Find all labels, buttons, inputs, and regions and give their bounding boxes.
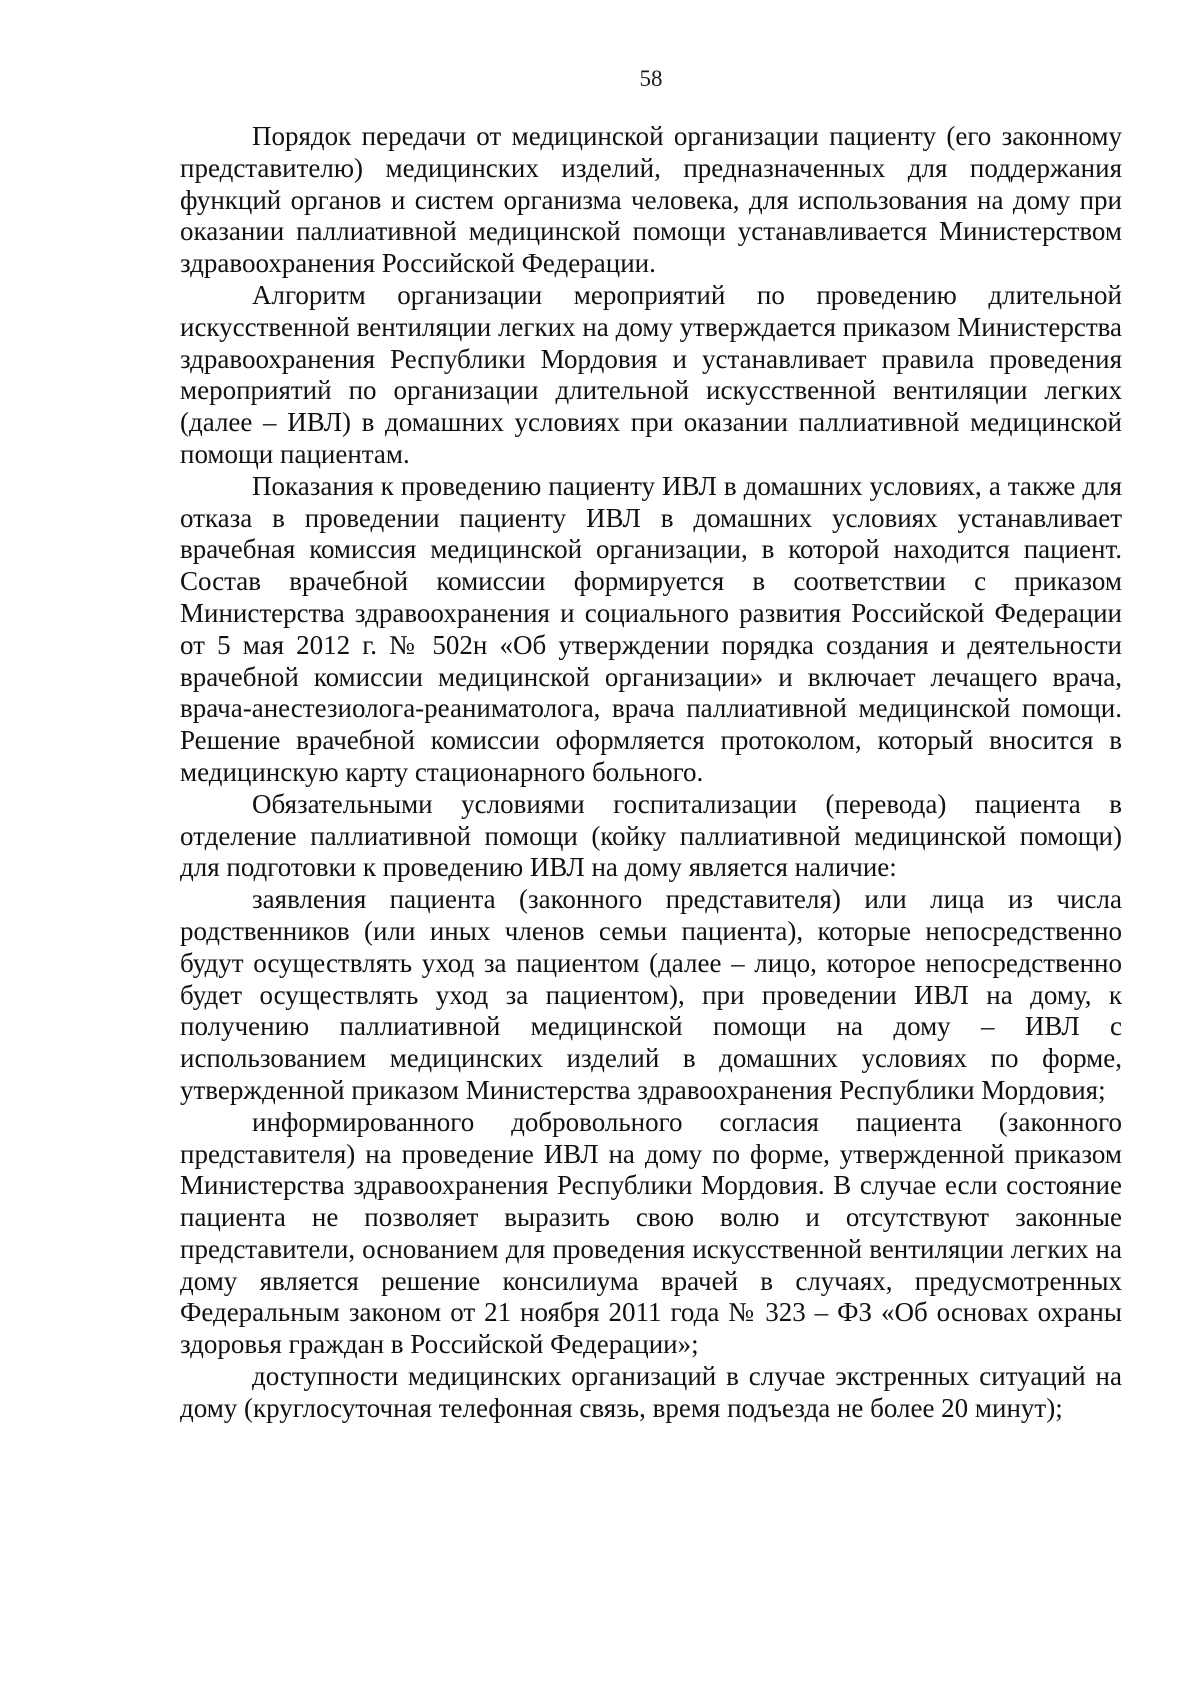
list-item-patient-application: заявления пациента (законного представителя) или лица из числа родственников (или иных членов семьи пациента), которые непосредственно будут осуществлять уход за пациентом (далее – лицо, которое непосредственно будет осуществлять уход за пациентом), при проведении ИВЛ на дому, к получению паллиативной медицинской помощи на дому – ИВЛ с использованием медицинских изделий в домашних условиях по форме, утвержденной приказом Министерства здравоохранения Республики Мордовия; (180, 884, 1122, 1105)
paragraph-transfer-procedure: Порядок передачи от медицинской организации пациенту (его законному представителю) медицинских изделий, предназначенных для поддержания функций органов и систем организма человека, для использования на дому при оказании паллиативной медицинской помощи устанавливается Министерством здравоохранения Российской Федерации. (180, 121, 1122, 279)
paragraph-indications-commission: Показания к проведению пациенту ИВЛ в домашних условиях, а также для отказа в проведении пациенту ИВЛ в домашних условиях устанавливает врачебная комиссия медицинской организации, в которой находится пациент. Состав врачебной комиссии формируется в соответствии с приказом Министерства здравоохранения и социального развития Российской Федерации от 5 мая 2012 г. № 502н «Об утверждении порядка создания и деятельности врачебной комиссии медицинской организации» и включает лечащего врача, врача-анестезиолога-реаниматолога, врача паллиативной медицинской помощи. Решение врачебной комиссии оформляется протоколом, который вносится в медицинскую карту стационарного больного. (180, 470, 1122, 787)
page-number: 58 (639, 66, 663, 91)
list-item-emergency-availability: доступности медицинских организаций в случае экстренных ситуаций на дому (круглосуточная телефонная связь, время подъезда не более 20 минут); (180, 1361, 1122, 1423)
list-item-informed-consent: информированного добровольного согласия пациента (законного представителя) на проведение ИВЛ на дому по форме, утвержденной приказом Министерства здравоохранения Республики Мордовия. В случае если состояние пациента не позволяет выразить свою волю и отсутствуют законные представители, основанием для проведения искусственной вентиляции легких на дому является решение консилиума врачей в случаях, предусмотренных Федеральным законом от 21 ноября 2011 года № 323 – ФЗ «Об основах охраны здоровья граждан в Российской Федерации»; (180, 1106, 1122, 1360)
paragraph-ventilation-algorithm: Алгоритм организации мероприятий по проведению длительной искусственной вентиляции легких на дому утверждается приказом Министерства здравоохранения Республики Мордовия и устанавливает правила проведения мероприятий по организации длительной искусственной вентиляции легких (далее – ИВЛ) в домашних условиях при оказании паллиативной медицинской помощи пациентам. (180, 279, 1122, 469)
paragraph-hospitalization-conditions: Обязательными условиями госпитализации (перевода) пациента в отделение паллиативной помощи (койку паллиативной медицинской помощи) для подготовки к проведению ИВЛ на дому является наличие: (180, 788, 1122, 883)
document-body (180, 121, 1122, 1425)
